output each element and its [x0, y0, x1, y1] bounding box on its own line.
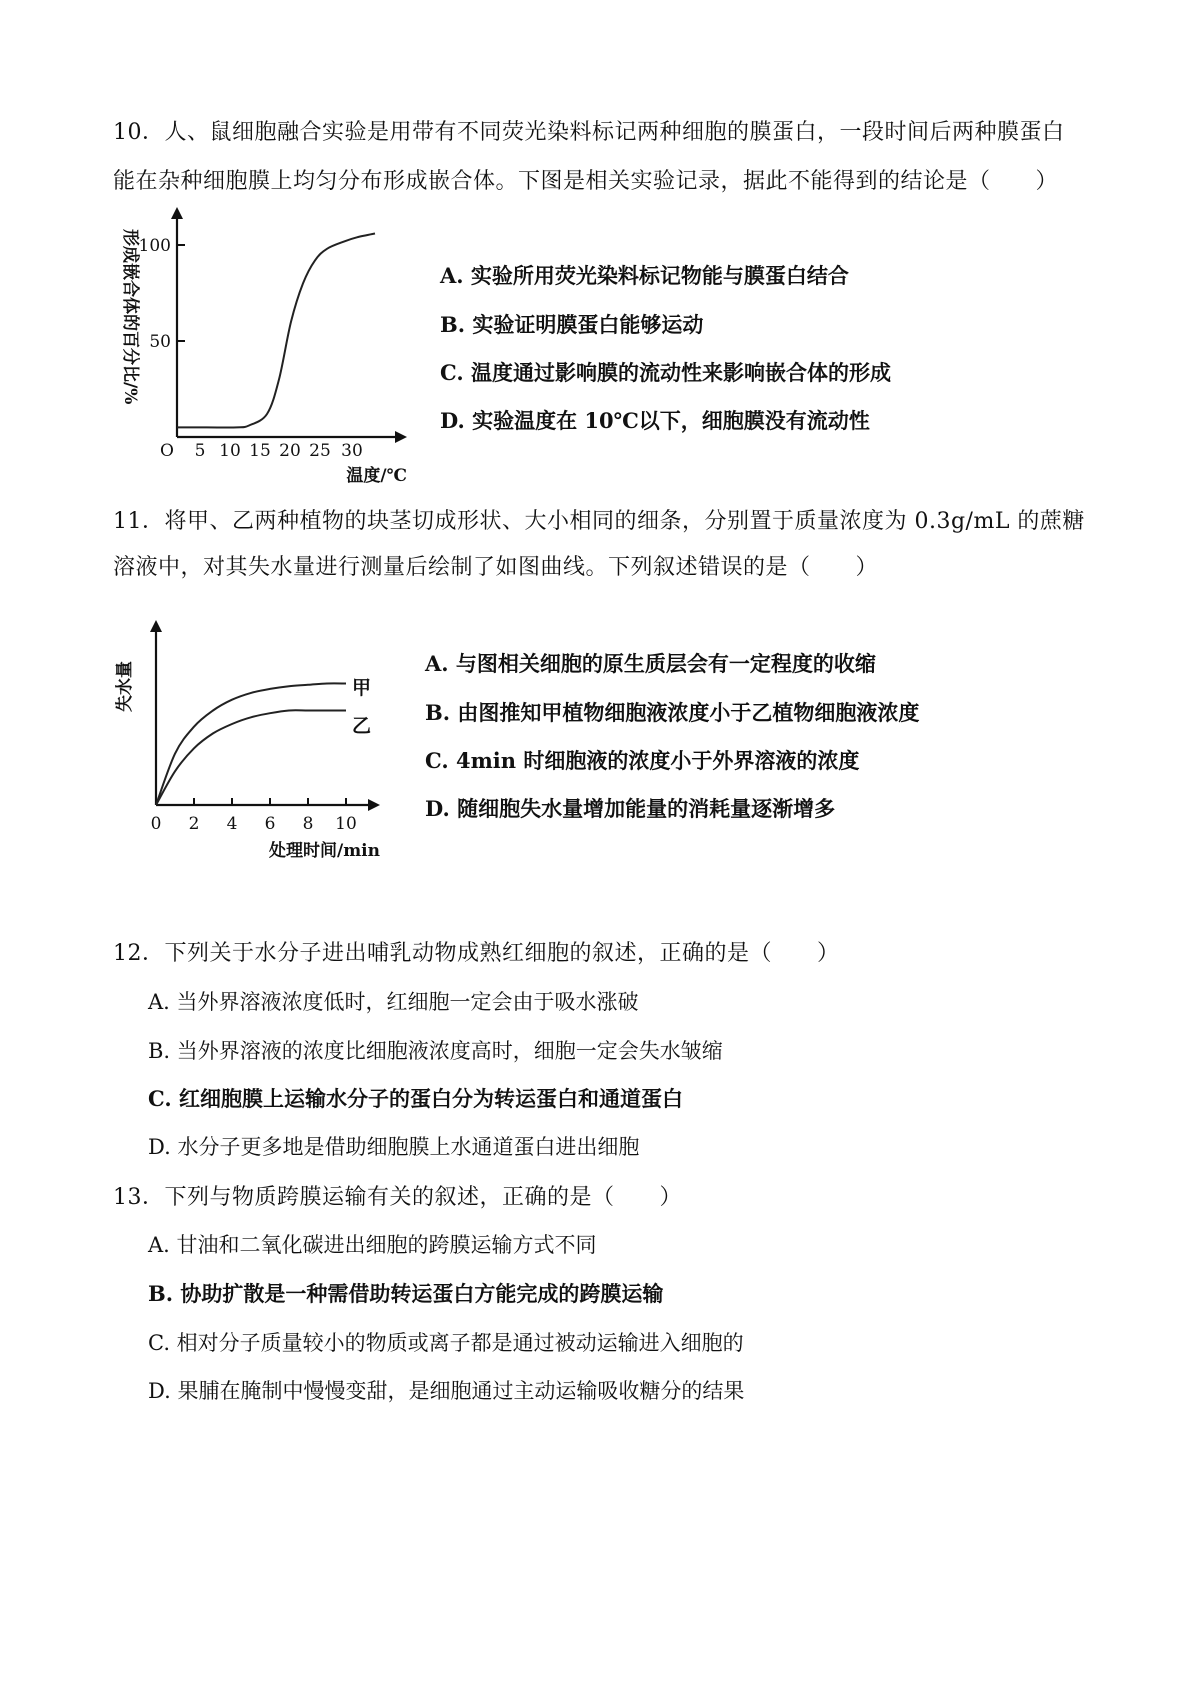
- q10-x-arrow: [395, 431, 407, 443]
- chart-q11: [112, 612, 402, 867]
- q10-option-c: C. 温度通过影响膜的流动性来影响嵌合体的形成: [440, 360, 891, 385]
- q11-series-label-yi: 乙: [352, 715, 372, 737]
- q11-option-c: C. 4min 时细胞液的浓度小于外界溶液的浓度: [425, 748, 860, 773]
- q12-stem: 12．下列关于水分子进出哺乳动物成熟红细胞的叙述，正确的是（ ）: [113, 941, 840, 966]
- q10-option-d: D. 实验温度在 10℃以下，细胞膜没有流动性: [440, 408, 870, 433]
- q10-stem-line1: 10．人、鼠细胞融合实验是用带有不同荧光染料标记两种细胞的膜蛋白，一段时间后两种膜蛋白: [113, 120, 1065, 145]
- q11-x-axis-label: 处理时间/min: [268, 841, 380, 861]
- q11-xtick-label-10: 10: [335, 814, 357, 834]
- q12-option-d: D. 水分子更多地是借助细胞膜上水通道蛋白进出细胞: [148, 1135, 640, 1159]
- q10-xtick-label-25: 25: [309, 441, 331, 461]
- q11-option-b: B. 由图推知甲植物细胞液浓度小于乙植物细胞液浓度: [425, 700, 920, 725]
- q11-curve-jia: [156, 683, 346, 805]
- q10-option-b: B. 实验证明膜蛋白能够运动: [440, 312, 704, 337]
- q11-stem-line1: 11．将甲、乙两种植物的块茎切成形状、大小相同的细条，分别置于质量浓度为 0.3g/mL 的蔗糖: [113, 509, 1085, 534]
- q10-xtick-label-0: O: [160, 441, 174, 461]
- q12-option-c: C. 红细胞膜上运输水分子的蛋白分为转运蛋白和通道蛋白: [148, 1086, 683, 1111]
- q11-series-label-jia: 甲: [352, 677, 372, 699]
- q11-option-d: D. 随细胞失水量增加能量的消耗量逐渐增多: [425, 796, 836, 821]
- q10-xtick-label-15: 15: [249, 441, 271, 461]
- q10-curve: [177, 234, 375, 428]
- q10-x-axis-label: 温度/℃: [346, 466, 407, 486]
- q11-option-a: A. 与图相关细胞的原生质层会有一定程度的收缩: [425, 651, 876, 676]
- q11-xtick-label-6: 6: [264, 814, 276, 834]
- q10-xtick-label-30: 30: [341, 441, 363, 461]
- q13-option-c: C. 相对分子质量较小的物质或离子都是通过被动运输进入细胞的: [148, 1331, 744, 1355]
- q10-y-arrow: [171, 207, 183, 219]
- q10-xtick-label-20: 20: [279, 441, 301, 461]
- q11-y-axis-label: 失水量: [115, 661, 135, 712]
- q10-y-axis-label: 形成嵌合体的百分比/%: [120, 229, 140, 405]
- q10-stem-line2: 能在杂种细胞膜上均匀分布形成嵌合体。下图是相关实验记录，据此不能得到的结论是（ ）: [113, 169, 1059, 194]
- q11-x-arrow: [368, 799, 380, 811]
- q10-ytick-label-50: 50: [149, 332, 171, 352]
- q13-option-a: A. 甘油和二氧化碳进出细胞的跨膜运输方式不同: [148, 1233, 597, 1257]
- q13-option-d: D. 果脯在腌制中慢慢变甜，是细胞通过主动运输吸收糖分的结果: [148, 1379, 745, 1403]
- q12-option-b: B. 当外界溶液的浓度比细胞液浓度高时，细胞一定会失水皱缩: [148, 1039, 723, 1063]
- q11-xtick-label-4: 4: [226, 814, 238, 834]
- q10-xtick-label-5: 5: [194, 441, 206, 461]
- q11-curve-yi: [156, 710, 346, 805]
- q11-stem-line2: 溶液中，对其失水量进行测量后绘制了如图曲线。下列叙述错误的是（ ）: [113, 555, 879, 580]
- q13-option-b: B. 协助扩散是一种需借助转运蛋白方能完成的跨膜运输: [148, 1281, 664, 1306]
- q11-xtick-label-8: 8: [302, 814, 314, 834]
- q10-xtick-label-10: 10: [219, 441, 241, 461]
- chart-q10: [105, 205, 425, 490]
- q12-option-a: A. 当外界溶液浓度低时，红细胞一定会由于吸水涨破: [148, 990, 639, 1014]
- q10-ytick-label-100: 100: [138, 236, 171, 256]
- q13-stem: 13．下列与物质跨膜运输有关的叙述，正确的是（ ）: [113, 1185, 682, 1210]
- q11-xtick-label-2: 2: [188, 814, 200, 834]
- q11-y-arrow: [150, 620, 162, 632]
- q11-xtick-label-0: 0: [150, 814, 162, 834]
- q10-option-a: A. 实验所用荧光染料标记物能与膜蛋白结合: [440, 263, 849, 288]
